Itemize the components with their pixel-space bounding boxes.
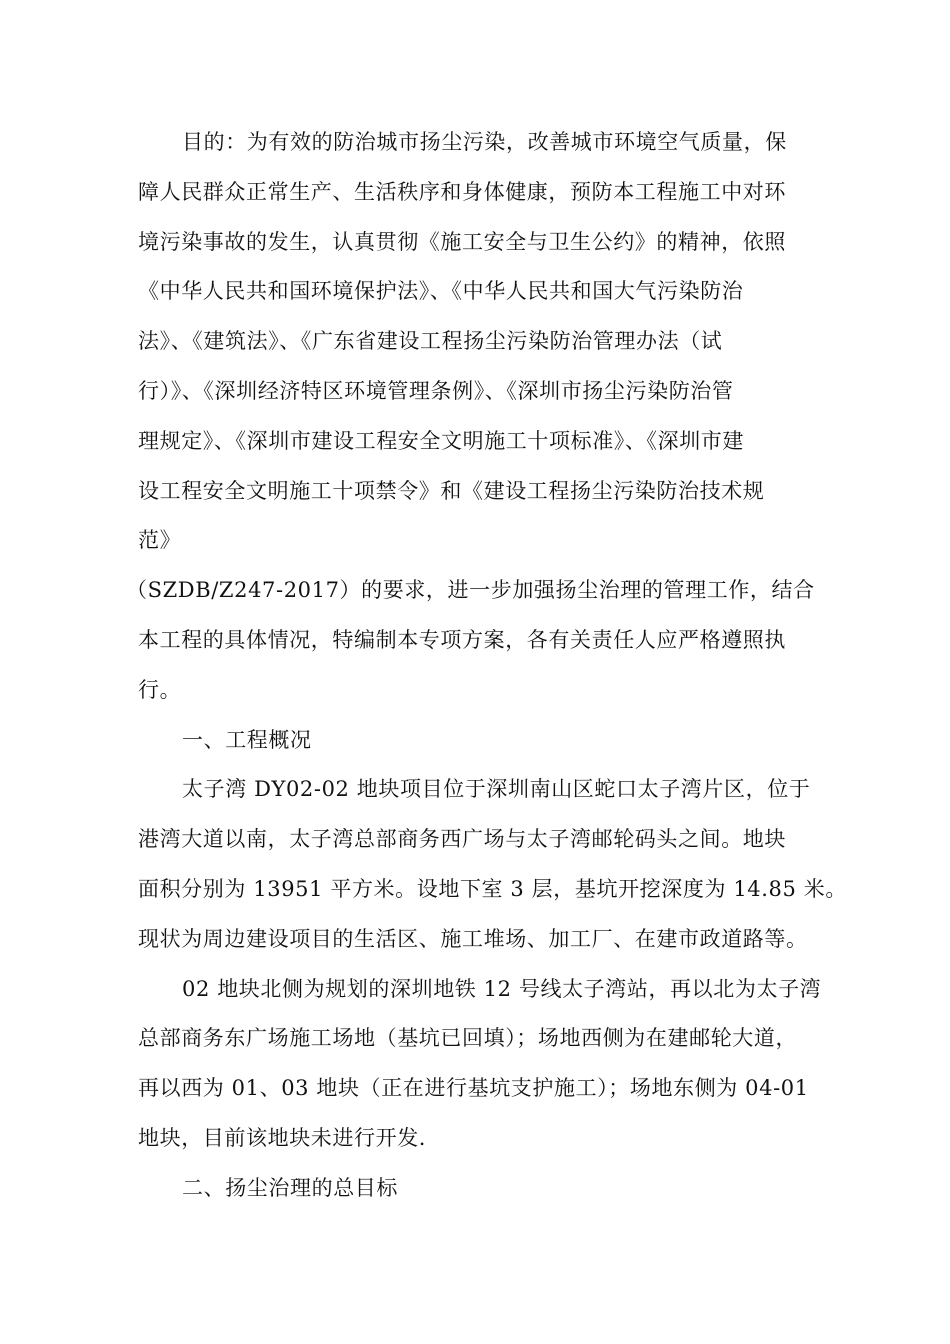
paragraph-purpose-line-7: 理规定》、《深圳市建设工程安全文明施工十项标准》、《深圳市建 (138, 428, 744, 453)
paragraph-purpose-line-10: （SZDB/Z247-2017）的要求，进一步加强扬尘治理的管理工作，结合 (126, 578, 815, 603)
paragraph-purpose-line-9: 范》 (138, 528, 182, 553)
paragraph-site-line-3: 再以西为 01、03 地块（正在进行基坑支护施工）；场地东侧为 04-01 (138, 1076, 809, 1101)
paragraph-purpose-line-6: 行）》、《深圳经济特区环境管理条例》、《深圳市扬尘污染防治管 (138, 378, 734, 403)
paragraph-site-line-2: 总部商务东广场施工场地（基坑已回填）；场地西侧为在建邮轮大道， (138, 1026, 798, 1051)
section-heading-overview: 一、工程概况 (182, 727, 312, 752)
paragraph-purpose-line-4: 《中华人民共和国环境保护法》、《中华人民共和国大气污染防治 (138, 279, 744, 304)
paragraph-purpose-line-3: 境污染事故的发生，认真贯彻《施工安全与卫生公约》的精神，依照 (138, 229, 786, 254)
paragraph-overview-line-3: 面积分别为 13951 平方米。设地下室 3 层，基坑开挖深度为 14.85 米。 (138, 876, 847, 901)
document-body (126, 118, 847, 1214)
paragraph-purpose-line-11: 本工程的具体情况，特编制本专项方案，各有关责任人应严格遵照执 (138, 627, 786, 652)
paragraph-purpose-line-8: 设工程安全文明施工十项禁令》和《建设工程扬尘污染防治技术规 (138, 478, 765, 503)
paragraph-purpose-line-2: 障人民群众正常生产、生活秩序和身体健康，预防本工程施工中对环 (138, 179, 786, 204)
paragraph-overview-line-2: 港湾大道以南，太子湾总部商务西广场与太子湾邮轮码头之间。地块 (138, 827, 786, 852)
paragraph-site-line-4: 地块，目前该地块未进行开发. (138, 1125, 427, 1150)
paragraph-overview-line-4: 现状为周边建设项目的生活区、施工堆场、加工厂、在建市政道路等。 (138, 926, 808, 951)
paragraph-site-line-1: 02 地块北侧为规划的深圳地铁 12 号线太子湾站，再以北为太子湾 (182, 976, 822, 1001)
paragraph-purpose-line-5: 法》、《建筑法》、《广东省建设工程扬尘污染防治管理办法（试 (138, 329, 723, 354)
paragraph-overview-line-1: 太子湾 DY02-02 地块项目位于深圳南山区蛇口太子湾片区，位于 (182, 777, 811, 802)
paragraph-purpose-line-12: 行。 (138, 677, 182, 702)
section-heading-dust-goal: 二、扬尘治理的总目标 (182, 1175, 398, 1200)
paragraph-purpose-line-1: 目的：为有效的防治城市扬尘污染，改善城市环境空气质量，保 (182, 130, 787, 154)
